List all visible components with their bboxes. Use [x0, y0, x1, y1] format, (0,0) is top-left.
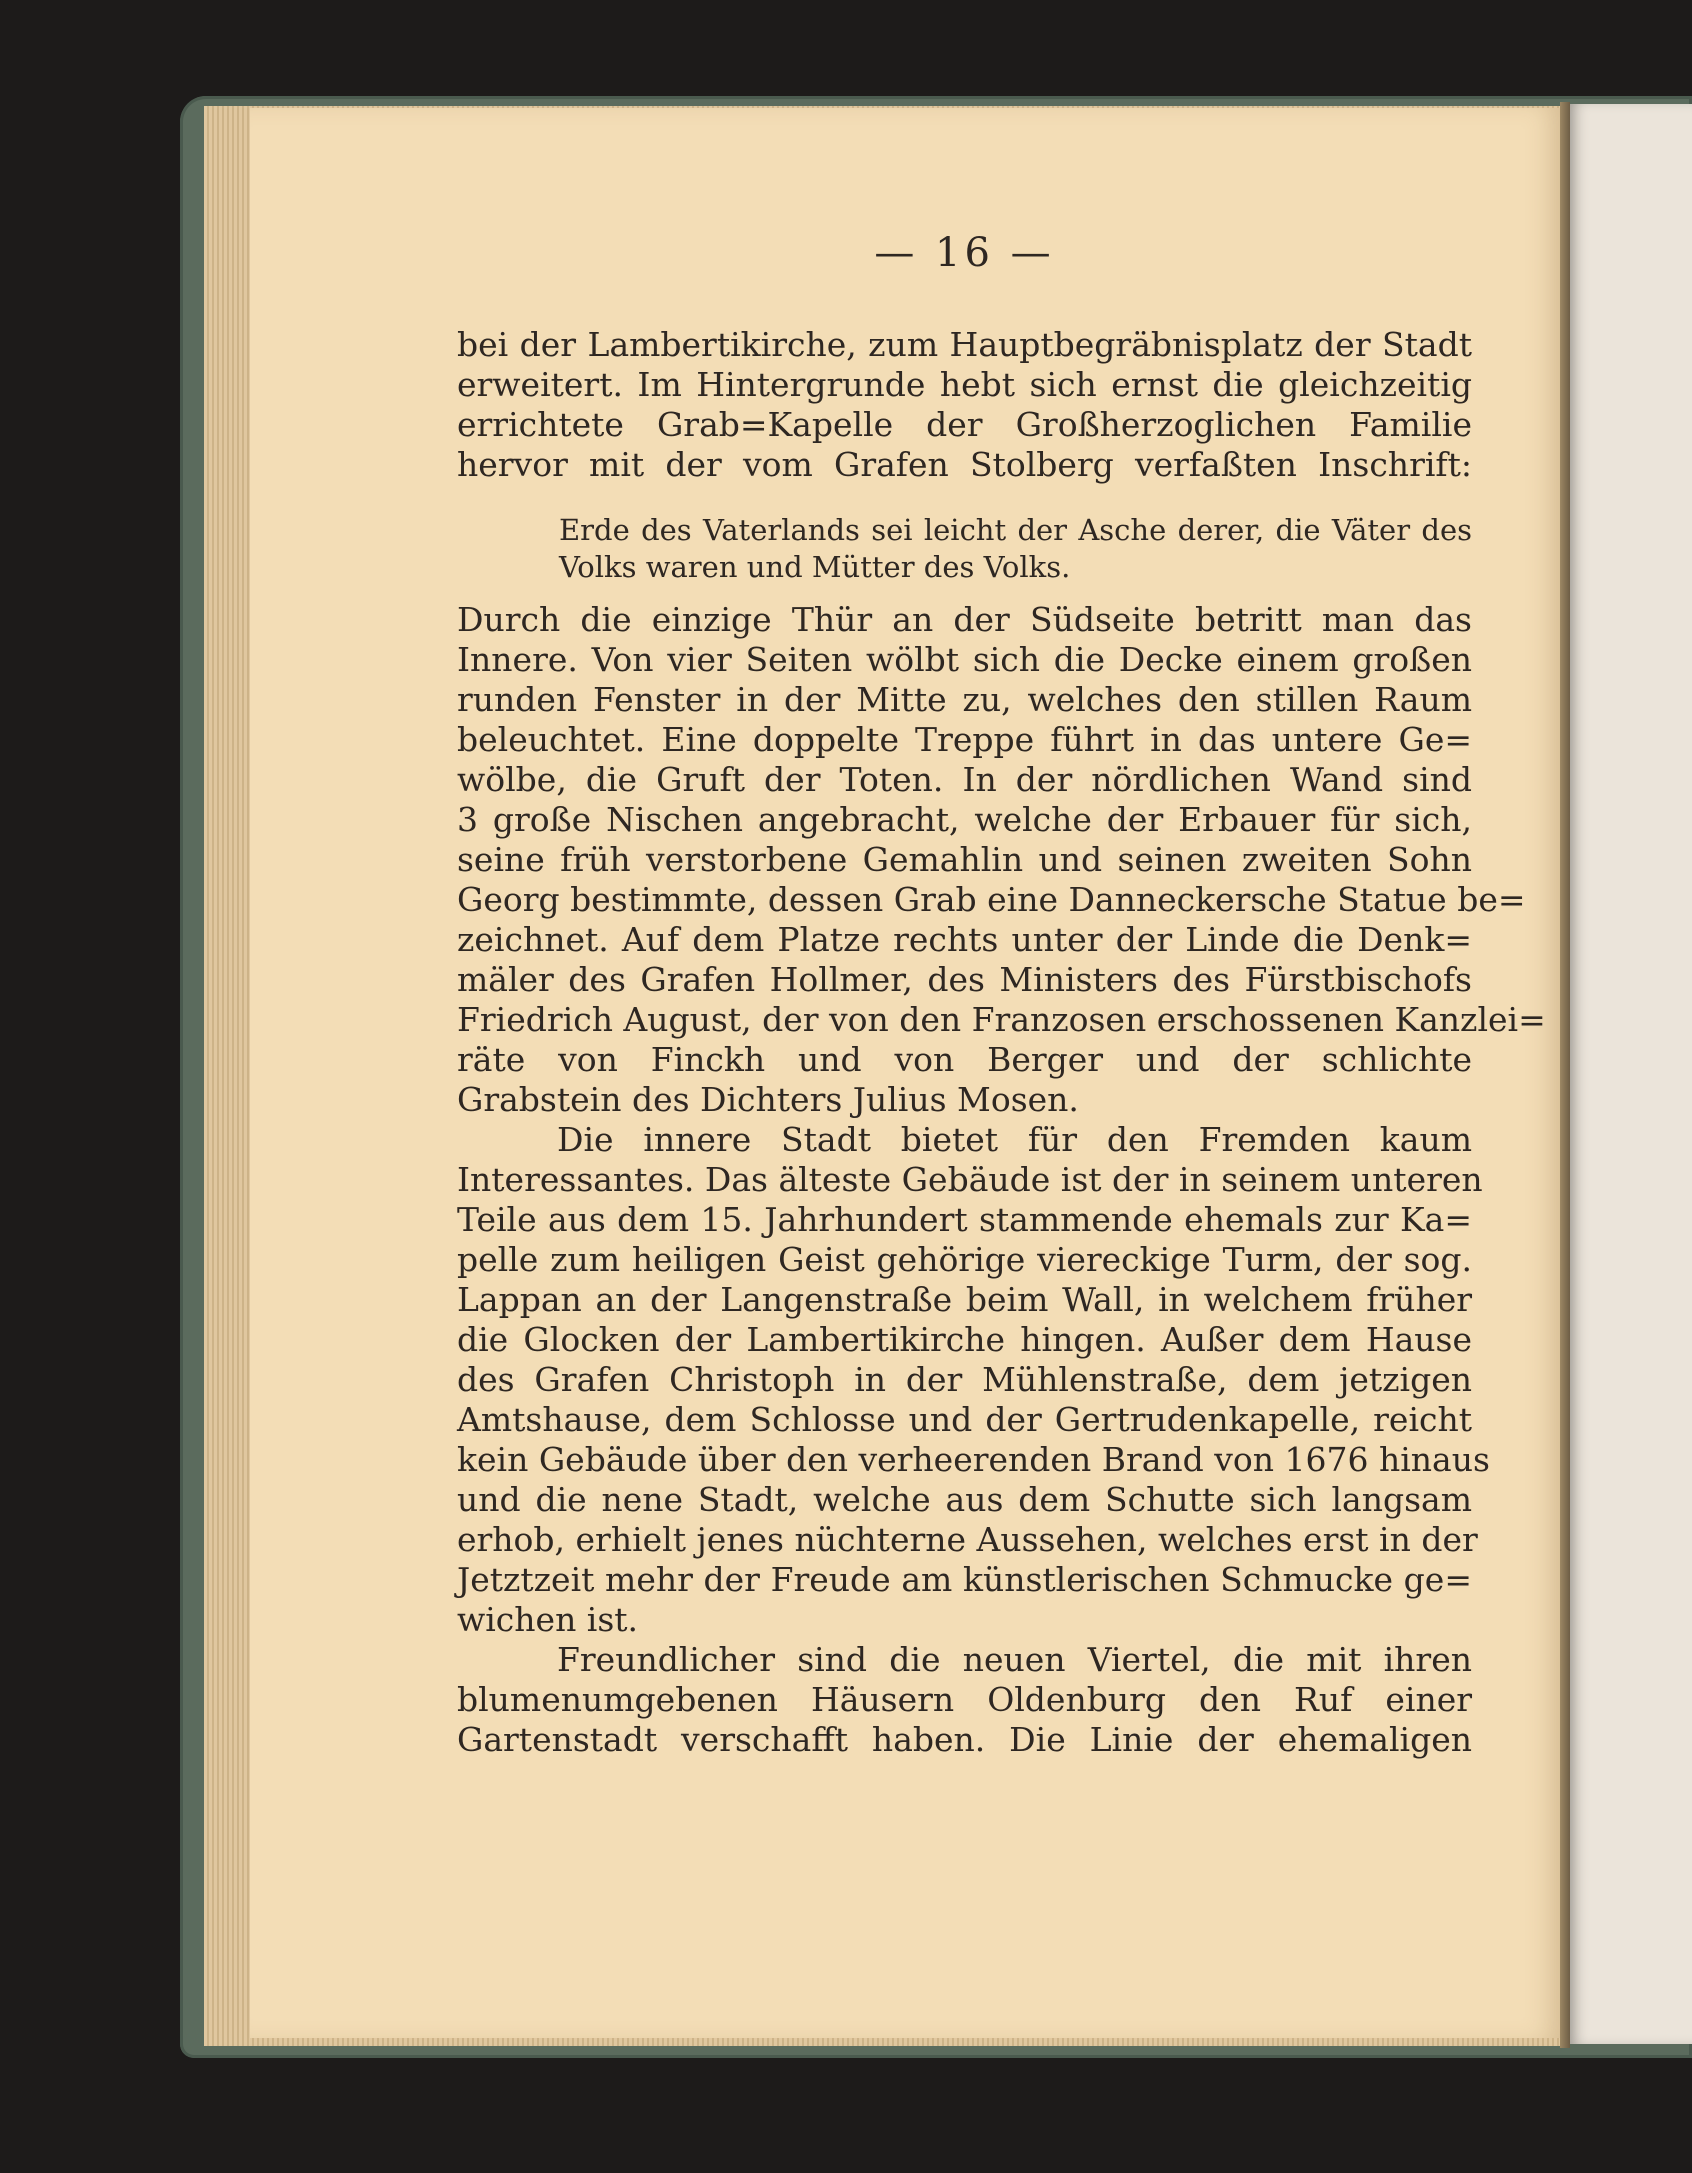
- inscription-line: Volks waren und Mütter des Volks.: [559, 550, 1071, 584]
- text-line: beleuchtet. Eine doppelte Treppe führt in das untere Ge=: [457, 720, 1472, 759]
- text-line: wichen ist.: [457, 1600, 639, 1639]
- text-line: runden Fenster in der Mitte zu, welches den stillen Raum: [457, 680, 1472, 719]
- text-line: des Grafen Christoph in der Mühlenstraße, dem jetzigen: [457, 1360, 1472, 1399]
- text-line: zeichnet. Auf dem Platze rechts unter der Linde die Denk=: [457, 920, 1472, 959]
- text-line: Durch die einzige Thür an der Südseite betritt man das: [457, 600, 1472, 639]
- text-line: erweitert. Im Hintergrunde hebt sich ernst die gleichzeitig: [457, 365, 1472, 404]
- text-line: Teile aus dem 15. Jahrhundert stammende ehemals zur Ka=: [457, 1200, 1472, 1239]
- text-line: die Glocken der Lambertikirche hingen. Außer dem Hause: [457, 1320, 1472, 1359]
- page-number: — 16 —: [874, 230, 1055, 276]
- text-line: bei der Lambertikirche, zum Hauptbegräbnisplatz der Stadt: [457, 325, 1472, 364]
- text-line: Freundlicher sind die neuen Viertel, die mit ihren: [557, 1640, 1472, 1679]
- text-line: seine früh verstorbene Gemahlin und seinen zweiten Sohn: [457, 840, 1472, 879]
- book-gutter: [1560, 102, 1570, 2048]
- text-line: kein Gebäude über den verheerenden Brand von 1676 hinaus: [457, 1440, 1490, 1479]
- text-line: hervor mit der vom Grafen Stolberg verfaßten Inschrift:: [457, 445, 1472, 484]
- text-line: pelle zum heiligen Geist gehörige viereckige Turm, der sog.: [457, 1240, 1472, 1279]
- text-line: errichtete Grab=Kapelle der Großherzoglichen Familie: [457, 405, 1472, 444]
- text-line: Lappan an der Langenstraße beim Wall, in welchem früher: [457, 1280, 1472, 1319]
- text-line: Interessantes. Das älteste Gebäude ist der in seinem unteren: [457, 1160, 1483, 1199]
- text-line: blumenumgebenen Häusern Oldenburg den Ruf einer: [457, 1680, 1472, 1719]
- text-line: mäler des Grafen Hollmer, des Ministers des Fürstbischofs: [457, 960, 1472, 999]
- page-text-block: [457, 230, 1546, 1850]
- facing-page: [1570, 104, 1692, 2044]
- text-line: Jetztzeit mehr der Freude am künstlerischen Schmucke ge=: [457, 1560, 1472, 1599]
- text-line: Grabstein des Dichters Julius Mosen.: [457, 1080, 1079, 1119]
- text-line: Gartenstadt verschafft haben. Die Linie der ehemaligen: [457, 1720, 1472, 1759]
- text-line: wölbe, die Gruft der Toten. In der nördlichen Wand sind: [457, 760, 1472, 799]
- text-line: Innere. Von vier Seiten wölbt sich die Decke einem großen: [457, 640, 1472, 679]
- text-line: Friedrich August, der von den Franzosen erschossenen Kanzlei=: [457, 1000, 1546, 1039]
- text-line: Die innere Stadt bietet für den Fremden kaum: [557, 1120, 1472, 1159]
- text-line: erhob, erhielt jenes nüchterne Aussehen, welches erst in der: [457, 1520, 1478, 1559]
- text-line: und die nene Stadt, welche aus dem Schutte sich langsam: [457, 1480, 1472, 1519]
- text-line: Georg bestimmte, dessen Grab eine Danneckersche Statue be=: [457, 880, 1526, 919]
- text-line: Amtshause, dem Schlosse und der Gertrudenkapelle, reicht: [457, 1400, 1472, 1439]
- text-line: räte von Finckh und von Berger und der schlichte: [457, 1040, 1472, 1079]
- text-line: 3 große Nischen angebracht, welche der Erbauer für sich,: [457, 800, 1472, 839]
- inscription-line: Erde des Vaterlands sei leicht der Asche derer, die Väter des: [559, 513, 1472, 547]
